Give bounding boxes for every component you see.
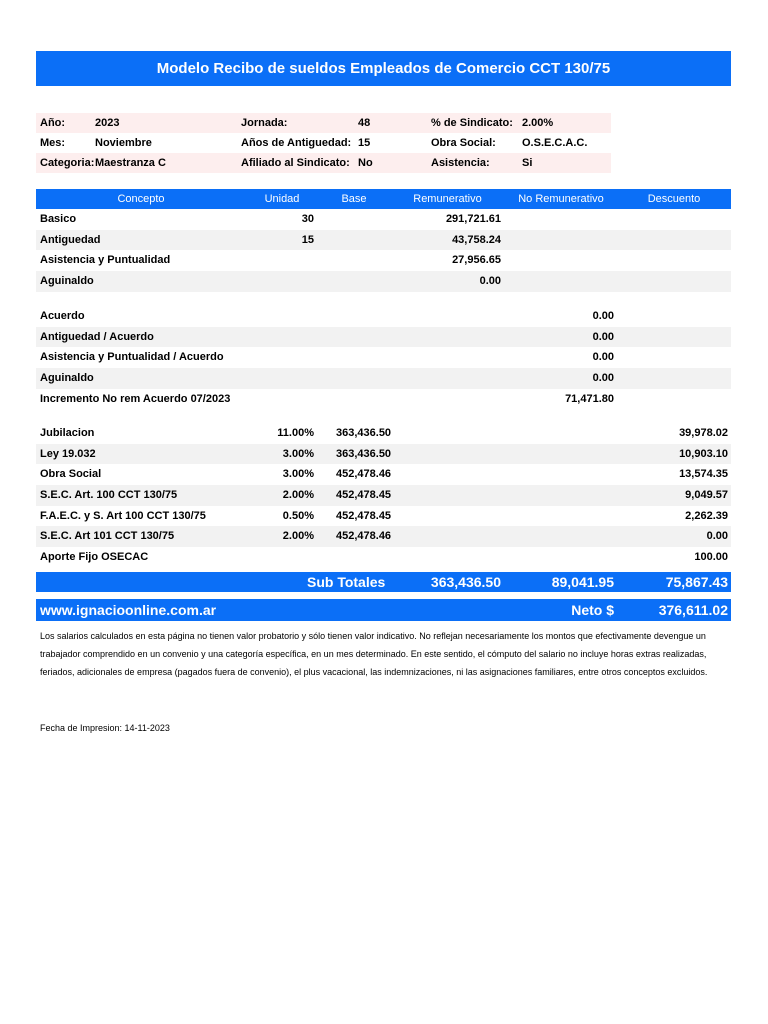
row-concepto: F.A.E.C. y S. Art 100 CCT 130/75 (40, 509, 206, 522)
info-label: Asistencia: (431, 157, 490, 169)
row-descuento: 13,574.35 (679, 468, 728, 481)
row-remunerativo: 0.00 (479, 275, 501, 288)
table-header (36, 189, 731, 209)
row-concepto: Jubilacion (40, 427, 95, 439)
info-value: Noviembre (95, 137, 152, 149)
row-unidad: 0.50% (282, 509, 314, 522)
subtotal-remunerativo: 363,436.50 (430, 574, 501, 590)
table-row (36, 389, 731, 410)
row-concepto: S.E.C. Art 101 CCT 130/75 (40, 530, 175, 543)
row-descuento: 39,978.02 (679, 427, 728, 439)
row-concepto: Antiguedad (40, 233, 101, 246)
row-unidad: 3.00% (282, 447, 314, 460)
info-label: Jornada: (241, 117, 288, 129)
row-no-remunerativo: 0.00 (592, 351, 614, 364)
table-row (36, 464, 731, 485)
row-base: 452,478.46 (336, 468, 392, 481)
info-label: % de Sindicato: (431, 117, 513, 129)
table-row (36, 230, 731, 251)
row-remunerativo: 291,721.61 (445, 213, 501, 225)
info-value: 2.00% (522, 117, 554, 129)
row-concepto: Aguinaldo (40, 275, 94, 288)
info-row (36, 133, 611, 153)
row-unidad: 2.00% (282, 489, 314, 502)
row-concepto: Asistencia y Puntualidad (40, 254, 171, 267)
header-descuento: Descuento (647, 193, 701, 205)
table-row (36, 271, 731, 292)
website-link[interactable]: www.ignacioonline.com.ar (40, 602, 217, 618)
subtotal-descuento: 75,867.43 (665, 574, 728, 590)
table-row (36, 526, 731, 547)
table-row (36, 444, 731, 465)
disclaimer-text: Los salarios calculados en esta página no tienen valor probatorio y sólo tienen valor indicativo. No reflejan necesariamente los montos que efectivamente devengue un trabajador comprendido en un convenio y una categoría específica, en un mes determinado. En este sentido, el cómputo del salario no incluye horas extras realizadas, feriados, adicionales de empresa (pagados fuera de convenio), el plus vacacional, las indemnizaciones, ni las asignaciones familiares, entre otros conceptos excluidos. (40, 631, 708, 677)
row-unidad: 15 (301, 233, 314, 246)
table-row (36, 347, 731, 368)
info-label: Obra Social: (431, 137, 496, 149)
descuentos-section (36, 423, 731, 568)
row-descuento: 0.00 (706, 530, 728, 543)
row-concepto: Ley 19.032 (40, 447, 96, 460)
remunerativos-section (36, 209, 731, 292)
info-value: O.S.E.C.A.C. (522, 137, 588, 149)
no-remunerativos-section (36, 306, 731, 409)
row-concepto: Aporte Fijo OSECAC (40, 551, 149, 564)
row-no-remunerativo: 0.00 (592, 310, 614, 322)
row-concepto: Aguinaldo (40, 372, 94, 385)
header-unidad: Unidad (264, 193, 300, 205)
info-label: Año: (40, 117, 66, 129)
table-row (36, 327, 731, 348)
row-no-remunerativo: 71,471.80 (565, 392, 614, 405)
table-row (36, 209, 731, 230)
table-row (36, 547, 731, 568)
info-value: 48 (358, 117, 371, 129)
row-concepto: Antiguedad / Acuerdo (40, 330, 154, 343)
receipt-title: Modelo Recibo de sueldos Empleados de Comercio CCT 130/75 (36, 51, 731, 86)
info-label: Mes: (40, 137, 66, 149)
info-value: 15 (358, 137, 371, 149)
info-row (36, 113, 611, 133)
header-remunerativo: Remunerativo (413, 193, 482, 205)
table-row (36, 423, 731, 444)
row-concepto: Asistencia y Puntualidad / Acuerdo (40, 351, 224, 364)
row-unidad: 30 (301, 213, 314, 225)
info-value: No (358, 157, 373, 169)
header-concepto: Concepto (117, 193, 165, 205)
row-descuento: 9,049.57 (685, 489, 728, 502)
row-remunerativo: 27,956.65 (452, 254, 501, 267)
table-row (36, 306, 731, 327)
table-row (36, 250, 731, 271)
row-no-remunerativo: 0.00 (592, 372, 614, 385)
print-date: Fecha de Impresion: 14-11-2023 (40, 723, 170, 733)
row-base: 452,478.45 (336, 509, 392, 522)
subtotals-label: Sub Totales (307, 574, 386, 590)
row-unidad: 2.00% (282, 530, 314, 543)
employee-info (36, 113, 611, 173)
header-base: Base (341, 193, 367, 205)
row-concepto: S.E.C. Art. 100 CCT 130/75 (40, 489, 178, 502)
row-unidad: 11.00% (277, 427, 314, 439)
table-row (36, 506, 731, 527)
row-concepto: Obra Social (40, 468, 102, 481)
row-concepto: Acuerdo (40, 310, 85, 322)
info-value: Si (522, 157, 533, 169)
row-descuento: 100.00 (694, 551, 728, 564)
info-label: Años de Antiguedad: (241, 137, 352, 149)
row-concepto: Incremento No rem Acuerdo 07/2023 (40, 392, 231, 405)
net-label: Neto $ (571, 602, 614, 618)
info-value: Maestranza C (95, 157, 166, 169)
row-base: 363,436.50 (336, 427, 392, 439)
row-unidad: 3.00% (282, 468, 314, 481)
row-base: 452,478.46 (336, 530, 392, 543)
row-base: 452,478.45 (336, 489, 392, 502)
row-descuento: 2,262.39 (685, 509, 728, 522)
subtotals-bar (36, 572, 731, 592)
row-descuento: 10,903.10 (679, 447, 728, 460)
row-concepto: Basico (40, 213, 77, 225)
row-base: 363,436.50 (336, 447, 392, 460)
subtotal-no-remunerativo: 89,041.95 (551, 574, 614, 590)
net-value: 376,611.02 (658, 602, 728, 618)
table-row (36, 485, 731, 506)
info-value: 2023 (95, 117, 120, 129)
header-no-remunerativo: No Remunerativo (518, 193, 604, 205)
info-row (36, 153, 611, 173)
row-no-remunerativo: 0.00 (592, 330, 614, 343)
row-remunerativo: 43,758.24 (452, 233, 501, 246)
info-label: Categoria: (40, 157, 95, 169)
info-label: Afiliado al Sindicato: (241, 157, 350, 169)
net-bar (36, 599, 731, 621)
table-row (36, 368, 731, 389)
